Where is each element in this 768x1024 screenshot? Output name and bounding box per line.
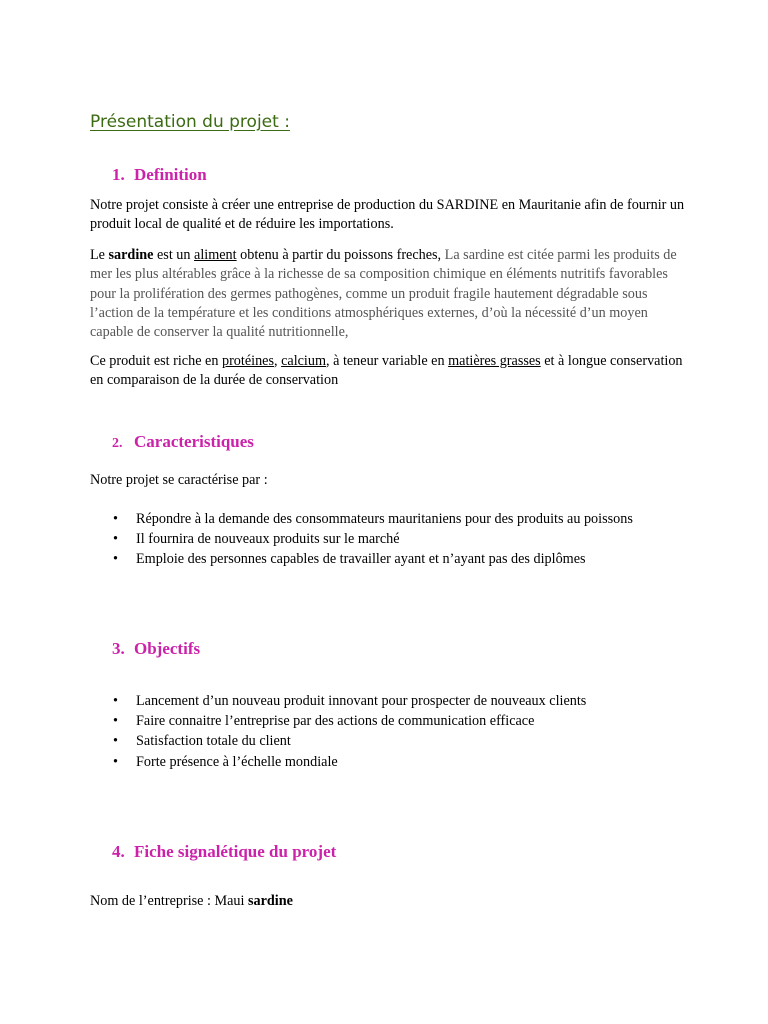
- bold-term-sardine: sardine: [108, 247, 154, 263]
- list-item: [113, 711, 586, 731]
- bullet: •: [113, 511, 118, 527]
- bullet: •: [113, 713, 118, 730]
- underlined-term-aliment: aliment: [194, 247, 237, 263]
- company-name-label: Nom de l’entreprise : Maui: [90, 893, 245, 909]
- list-item: [113, 731, 586, 751]
- gray-text: La sardine est citée parmi les produits de mer les plus altérables grâce à la richesse de sa composition chimique en éléments nutritifs favorables pour la prolifération des germes pathogènes, comme un produit fragile hautement dégradable sous l’action de la température et les conditions atmosphériques externes, d’où la nécessité d’un moyen capable de conserver la qualité nutritionnelle,: [90, 247, 677, 341]
- section-number: 2.: [112, 436, 123, 451]
- definition-paragraph-1: Notre projet consiste à créer une entreprise de production du SARDINE en Mauritanie afin de fournir un produit local de qualité et de réduire les importations.: [90, 197, 685, 232]
- list-item-text: Satisfaction totale du client: [136, 733, 291, 750]
- bullet: •: [113, 693, 118, 709]
- section-heading-caracteristiques: [112, 432, 254, 452]
- text: obtenu à partir du poissons freches,: [240, 247, 442, 263]
- objectifs-list: [113, 691, 586, 772]
- list-item: [113, 549, 633, 569]
- section-title: Caracteristiques: [134, 432, 254, 451]
- underlined-term-matieres-grasses: matières grasses: [448, 353, 541, 369]
- definition-paragraph-3: [90, 352, 690, 390]
- text: ,: [274, 353, 278, 369]
- section-title: Definition: [134, 165, 207, 184]
- section-number: 1.: [112, 165, 125, 184]
- underlined-term-proteines: protéines: [221, 353, 274, 369]
- bullet: •: [113, 551, 118, 568]
- text: , à teneur variable en: [326, 353, 445, 369]
- section-heading-definition: [112, 165, 207, 185]
- list-item: [113, 752, 586, 772]
- text: Ce produit est riche en: [90, 353, 219, 369]
- company-name-value: sardine: [248, 893, 293, 909]
- section-heading-fiche: [112, 842, 336, 862]
- section-number: 4.: [112, 842, 125, 861]
- definition-paragraph-2: [90, 246, 690, 342]
- bullet: •: [113, 753, 118, 770]
- list-item-text: Emploie des personnes capables de travailler ayant et n’ayant pas des diplômes: [136, 551, 586, 568]
- list-item: [113, 691, 586, 711]
- underlined-term-calcium: calcium: [281, 353, 326, 369]
- caracteristiques-intro: Notre projet se caractérise par :: [90, 472, 268, 488]
- list-item: [113, 529, 633, 549]
- section-heading-objectifs: [112, 639, 200, 659]
- bullet: •: [113, 733, 118, 750]
- section-title: Fiche signalétique du projet: [134, 842, 337, 861]
- section-number: 3.: [112, 639, 125, 658]
- page-title: Présentation du projet :: [90, 112, 290, 132]
- list-item-text: Il fournira de nouveaux produits sur le marché: [136, 531, 400, 548]
- text: Le: [90, 247, 105, 263]
- list-item: [113, 509, 633, 529]
- company-name-line: [90, 893, 293, 910]
- section-title: Objectifs: [134, 639, 201, 658]
- list-item-text: Faire connaitre l’entreprise par des actions de communication efficace: [136, 713, 535, 730]
- bullet: •: [113, 531, 118, 548]
- text: est un: [157, 247, 191, 263]
- list-item-text: Lancement d’un nouveau produit innovant pour prospecter de nouveaux clients: [136, 693, 587, 709]
- text: et à longue conservation en comparaison de la durée de conservation: [90, 353, 683, 388]
- caracteristiques-list: [113, 509, 633, 570]
- list-item-text: Forte présence à l’échelle mondiale: [136, 753, 338, 770]
- list-item-text: Répondre à la demande des consommateurs mauritaniens pour des produits au poissons: [136, 511, 633, 527]
